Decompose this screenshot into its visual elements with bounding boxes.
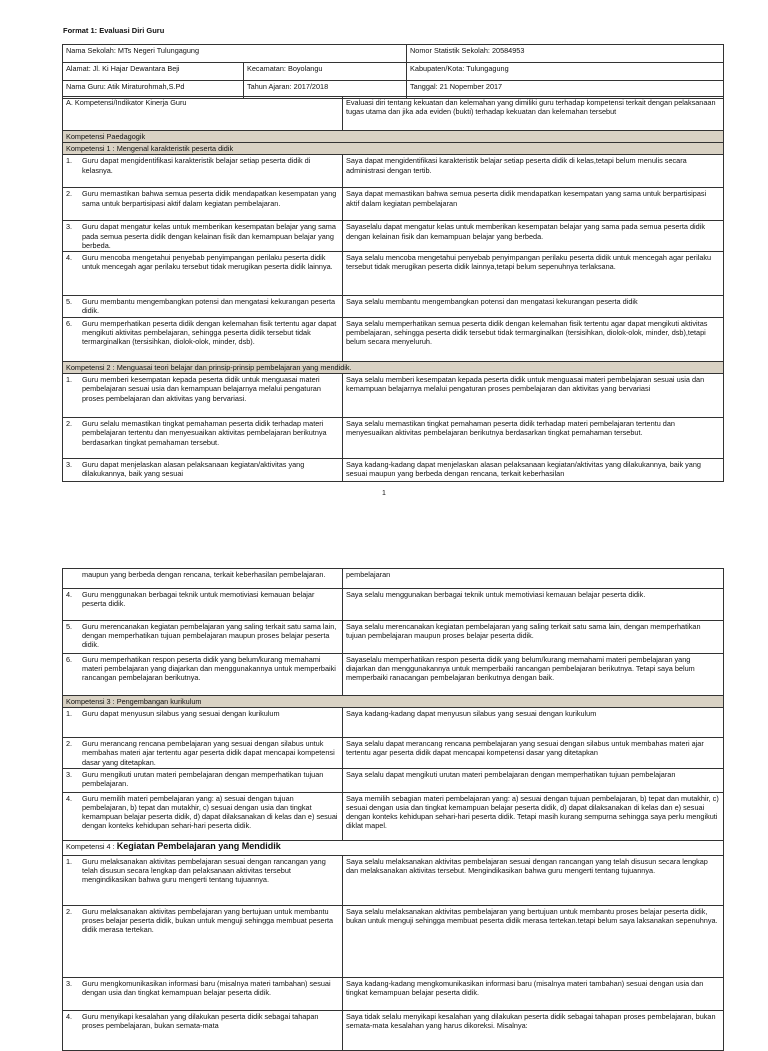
indicator-text: Guru memberi kesempatan kepada peserta didik untuk menguasai materi pembelajaran sesuai usia dan kemampuan belajarnya melalui pengaturan proses pembelajaran dan aktivitas yang bervariasi.: [82, 375, 321, 403]
evaluation-table-p1: [62, 96, 724, 482]
item-number: 2.: [66, 906, 73, 916]
item-number: 4.: [66, 793, 73, 803]
form-date: Tanggal: 21 Nopember 2017: [407, 81, 724, 99]
item-number: 1.: [66, 375, 73, 385]
k1-self-evaluation: Saya selalu membantu mengembangkan potensi dan mengatasi kekurangan peserta didik: [343, 296, 724, 318]
document-page-1: [0, 0, 768, 500]
k2-indicator: [63, 374, 343, 418]
k1-self-evaluation: Saya dapat mengidentifikasi karakteristik belajar setiap peserta didik di kelas,tetapi belum menulis secara administrasi dengan tertib.: [343, 155, 724, 188]
indicator-row: [63, 855, 724, 905]
k1-self-evaluation: Sayaselalu dapat mengatur kelas untuk memberikan kesempatan belajar yang sama pada semua peserta didik dengan kelainan fisik dan kemampuan belajar yang berbeda.: [343, 221, 724, 252]
k3-self-evaluation: Saya memilih sebagian materi pembelajaran yang: a) sesuai dengan tujuan pembelajaran, b) tepat dan mutakhir, c) sesuai dengan usia dan tingkat kemampuan belajar peserta didik, d) dapat dilaksanakan di kelas dan e) sesuai dengan konteks kehidupan sehari-hari peserta didik. Tetapi masih kurang sempurna sehingga saya perlu mengikuti diklat mapel.: [343, 792, 724, 840]
indicator-row: [63, 155, 724, 188]
indicator-text: Guru membantu mengembangkan potensi dan mengatasi kekurangan peserta didik.: [82, 297, 336, 316]
indicator-text: Guru dapat mengatur kelas untuk memberikan kesempatan belajar yang sama pada semua peserta didik dengan kelainan fisik dan kemampuan belajar yang berbeda.: [82, 222, 336, 250]
item-number: 2.: [66, 419, 73, 429]
k2-self-evaluation: Saya kadang-kadang dapat menjelaskan alasan pelaksanaan kegiatan/aktivitas yang dilakukannya, baik yang sesuai maupun yang berbeda dengan rencana, terkait keberhasilan: [343, 459, 724, 482]
indicator-text: Guru memastikan bahwa semua peserta didik mendapatkan kesempatan yang sama untuk berpartisipasi aktif dalam kegiatan pembelajaran.: [82, 189, 337, 208]
item-number: 4.: [66, 1011, 73, 1021]
indicator-row: [63, 905, 724, 977]
indicator-row: [63, 318, 724, 362]
indicator-text: Guru dapat menjelaskan alasan pelaksanaan kegiatan/aktivitas yang dilakukannya, baik yang sesuai: [82, 460, 305, 479]
indicator-text: Guru mencoba mengetahui penyebab penyimpangan perilaku peserta didik untuk mencegah agar perilaku tersebut tidak merugikan peserta didik lainnya.: [82, 253, 333, 272]
competency-2-header: Kompetensi 2 : Menguasai teori belajar dan prinsip-prinsip pembelajaran yang mendidik.: [63, 362, 724, 374]
indicator-row: [63, 589, 724, 621]
indicator-text: Guru selalu memastikan tingkat pemahaman peserta didik terhadap materi pembelajaran tertentu dan menyesuaikan aktivitas pembelajaran berikutnya berdasarkan tingkat pemahaman tersebut.: [82, 419, 327, 447]
item-number: 6.: [66, 655, 73, 664]
k3-indicator: [63, 738, 343, 769]
k2-indicator: [63, 654, 343, 696]
item-number: 5.: [66, 622, 73, 631]
page-number: 1: [382, 490, 386, 497]
k4-indicator: [63, 855, 343, 905]
page-gap: [0, 500, 768, 563]
k4-indicator: [63, 1010, 343, 1050]
k2-self-evaluation: Saya selalu memastikan tingkat pemahaman peserta didik terhadap materi pembelajaran tertentu dan menyesuaikan aktivitas pembelajaran berikutnya berdasarkan tingkat pemahaman tersebut.: [343, 418, 724, 459]
school-address: Alamat: Jl. Ki Hajar Dewantara Beji: [63, 63, 244, 81]
continued-indicator: maupun yang berbeda dengan rencana, terkait keberhasilan pembelajaran.: [63, 569, 343, 589]
k2-indicator: [63, 621, 343, 654]
k4-indicator: [63, 905, 343, 977]
indicator-row: [63, 977, 724, 1010]
evaluation-table-p2: [62, 568, 724, 1051]
item-number: 4.: [66, 590, 73, 599]
k1-self-evaluation: Saya selalu mencoba mengetahui penyebab penyimpangan perilaku peserta didik untuk mencegah agar perilaku tersebut tidak merugikan peserta didik lainnya,tetapi belum sepenuhnya terlaksana.: [343, 252, 724, 296]
indicator-row: [63, 1010, 724, 1050]
school-name: Nama Sekolah: MTs Negeri Tulungagung: [63, 45, 407, 63]
item-number: 2.: [66, 189, 73, 199]
section-a-description: Evaluasi diri tentang kekuatan dan kelemahan yang dimiliki guru terhadap kompetensi terkait dengan pelaksanaan tugas utama dan jika ada eviden (bukti) terhadap kekuatan dan kelemahan tersebut: [343, 97, 724, 131]
indicator-text: Guru memilih materi pembelajaran yang: a) sesuai dengan tujuan pembelajaran, b) tepat dan mutakhir, c) sesuai dengan usia dan tingkat kemampuan belajar peserta didik, d) dapat dilaksanakan di kelas dan e) sesuai dengan konteks kehidupan sehari-hari peserta didik.: [82, 793, 338, 831]
competency-4-header: Kompetensi 4 : Kegiatan Pembelajaran yang Mendidik: [63, 840, 724, 855]
k1-indicator: [63, 188, 343, 221]
indicator-text: Guru melaksanakan aktivitas pembelajaran yang bertujuan untuk membantu proses belajar peserta didik, bukan untuk menguji sehingga membuat peserta didik merasa tertekan.: [82, 906, 334, 935]
indicator-text: Guru melaksanakan aktivitas pembelajaran sesuai dengan rancangan yang telah disusun secara lengkap dan pelaksanaan aktivitas tersebut mengindikasikan bahwa guru mengerti tentang tujuannya.: [82, 856, 326, 885]
indicator-text: Guru merencanakan kegiatan pembelajaran yang saling terkait satu sama lain, dengan memperhatikan tujuan pembelajaran maupun proses belajar peserta didik.: [82, 622, 337, 650]
indicator-text: Guru mengikuti urutan materi pembelajaran dengan memperhatikan tujuan pembelajaran.: [82, 769, 324, 789]
item-number: 3.: [66, 769, 73, 779]
indicator-row: [63, 792, 724, 840]
k2-indicator: [63, 459, 343, 482]
regency: Kabupaten/Kota: Tulungagung: [407, 63, 724, 81]
k4-self-evaluation: Saya selalu melaksanakan aktivitas pembelajaran yang bertujuan untuk membantu proses belajar peserta didik, bukan untuk menguji sehingga membuat peserta didik merasa tertekan.tetapi belum saya laksanakan sepenuhnya.: [343, 905, 724, 977]
indicator-row: [63, 221, 724, 252]
item-number: 1.: [66, 156, 73, 166]
k3-self-evaluation: Saya kadang-kadang dapat menyusun silabus yang sesuai dengan kurikulum: [343, 708, 724, 738]
k3-self-evaluation: Saya selalu dapat mengikuti urutan materi pembelajaran dengan memperhatikan tujuan pembelajaran: [343, 768, 724, 792]
k1-indicator: [63, 252, 343, 296]
item-number: 4.: [66, 253, 73, 263]
header-table: [62, 44, 724, 99]
indicator-row: [63, 252, 724, 296]
k3-indicator: [63, 792, 343, 840]
indicator-row: [63, 296, 724, 318]
k2-self-evaluation: Saya selalu merencanakan kegiatan pembelajaran yang saling terkait satu sama lain, dengan memperhatikan tujuan pembelajaran maupun proses belajar peserta didik.: [343, 621, 724, 654]
k2-self-evaluation: Saya selalu menggunakan berbagai teknik untuk memotiviasi kemauan belajar peserta didik.: [343, 589, 724, 621]
k4-self-evaluation: Saya tidak selalu menyikapi kesalahan yang dilakukan peserta didik sebagai tahapan proses pembelajaran, bukan semata-mata kesalahan yang harus dikoreksi. Misalnya:: [343, 1010, 724, 1050]
indicator-row: [63, 418, 724, 459]
k3-indicator: [63, 708, 343, 738]
indicator-text: Guru menggunakan berbagai teknik untuk memotiviasi kemauan belajar peserta didik.: [82, 590, 315, 609]
k3-indicator: [63, 768, 343, 792]
continued-evaluation: pembelajaran: [343, 569, 724, 589]
indicator-text: Guru memperhatikan respon peserta didik yang belum/kurang memahami materi pembelajaran yang diajarkan dan menggunakannya untuk memperbaiki rancangan pembelajaran berikutnya.: [82, 655, 336, 683]
k1-self-evaluation: Saya selalu memperhatikan semua peserta didik dengan kelemahan fisik tertentu agar dapat mengikuti aktivitas pembelajaran, sehingga peserta didik tersebut tidak termarginalkan (tersisihkan, diolok-olok, minder, dsb),tetapi belum secara menyeluruh.: [343, 318, 724, 362]
item-number: 3.: [66, 222, 73, 232]
k1-indicator: [63, 318, 343, 362]
k4-self-evaluation: Saya selalu melaksanakan aktivitas pembelajaran sesuai dengan rancangan yang telah disusun secara lengkap dan melaksanakan aktivitas tersebut. Mengindikasikan bahwa guru mengerti tentang tujuannya.: [343, 855, 724, 905]
item-number: 2.: [66, 739, 73, 749]
indicator-text: Guru menyikapi kesalahan yang dilakukan peserta didik sebagai tahapan proses pembelajaran, bukan semata-mata: [82, 1011, 319, 1031]
indicator-text: Guru dapat mengidentifikasi karakteristik belajar setiap peserta didik di kelasnya.: [82, 156, 311, 175]
item-number: 1.: [66, 709, 73, 719]
item-number: 5.: [66, 297, 73, 307]
k1-indicator: [63, 221, 343, 252]
indicator-row: [63, 188, 724, 221]
k2-indicator: [63, 418, 343, 459]
k1-self-evaluation: Saya dapat memastikan bahwa semua peserta didik mendapatkan kesempatan yang sama untuk berpartisipasi aktif dalam kegiatan pembelajaran: [343, 188, 724, 221]
teacher-name: Nama Guru: Atik Miraturohmah,S.Pd: [63, 81, 244, 99]
document-page-2: [0, 563, 768, 1031]
indicator-row: [63, 459, 724, 482]
district: Kecamatan: Boyolangu: [244, 63, 407, 81]
indicator-text: Guru memperhatikan peserta didik dengan kelemahan fisik tertentu agar dapat mengikuti aktivitas pembelajaran, sehingga peserta didik tersebut tidak termarginalkan (tersisihkan, diolok-olok, minder, dsb).: [82, 319, 337, 347]
indicator-row: [63, 621, 724, 654]
k3-self-evaluation: Saya selalu dapat merancang rencana pembelajaran yang sesuai dengan silabus untuk membahas materi ajar tertentu agar peserta didik dapat mencapai kompetensi dasar yang ditetapkan: [343, 738, 724, 769]
competency-1-header: Kompetensi 1 : Mengenal karakteristik peserta didik: [63, 143, 724, 155]
academic-year: Tahun Ajaran: 2017/2018: [244, 81, 407, 99]
competency-3-header: Kompetensi 3 : Pengembangan kurikulum: [63, 696, 724, 708]
indicator-row: [63, 738, 724, 769]
indicator-row: [63, 654, 724, 696]
indicator-text: Guru dapat menyusun silabus yang sesuai dengan kurikulum: [82, 709, 280, 719]
k2-indicator: [63, 589, 343, 621]
domain-pedagogik: Kompetensi Paedagogik: [63, 131, 724, 143]
k2-self-evaluation: Sayaselalu memperhatikan respon peserta didik yang belum/kurang memahami materi pembelajaran yang diajarkan dan menggunakannya untuk memperbaiki rancangan pembelajaran berikutnya. Tetapi saya belum memperbaiki ranacangan pembelajaran berikutnya dengan baik.: [343, 654, 724, 696]
item-number: 3.: [66, 978, 73, 988]
indicator-text: Guru mengkomunikasikan informasi baru (misalnya materi tambahan) sesuai dengan usia dan tingkat kemampuan belajar peserta didik.: [82, 978, 331, 998]
section-a-label: A. Kompetensi/Indikator Kinerja Guru: [63, 97, 343, 131]
k2-self-evaluation: Saya selalu memberi kesempatan kepada peserta didik untuk menguasai materi pembelajaran sesuai usia dan kemampuan belajarnya melalui pengaturan proses pembelajaran dan aktivitas yang bervariasi: [343, 374, 724, 418]
k4-self-evaluation: Saya kadang-kadang mengkomunikasikan informasi baru (misalnya materi tambahan) sesuai dengan usia dan tingkat kemampuan belajar peserta didik.: [343, 977, 724, 1010]
item-number: 3.: [66, 460, 73, 470]
k4-indicator: [63, 977, 343, 1010]
indicator-row: [63, 768, 724, 792]
item-number: 1.: [66, 856, 73, 866]
indicator-row: [63, 708, 724, 738]
k1-indicator: [63, 155, 343, 188]
indicator-text: Guru merancang rencana pembelajaran yang sesuai dengan silabus untuk membahas materi ajar tertentu agar peserta didik dapat mencapai kompetensi dasar yang ditetapkan.: [82, 739, 335, 767]
k1-indicator: [63, 296, 343, 318]
indicator-row: [63, 374, 724, 418]
format-label: Format 1: Evaluasi Diri Guru: [63, 26, 165, 35]
item-number: 6.: [66, 319, 73, 329]
school-stat-number: Nomor Statistik Sekolah: 20584953: [407, 45, 724, 63]
